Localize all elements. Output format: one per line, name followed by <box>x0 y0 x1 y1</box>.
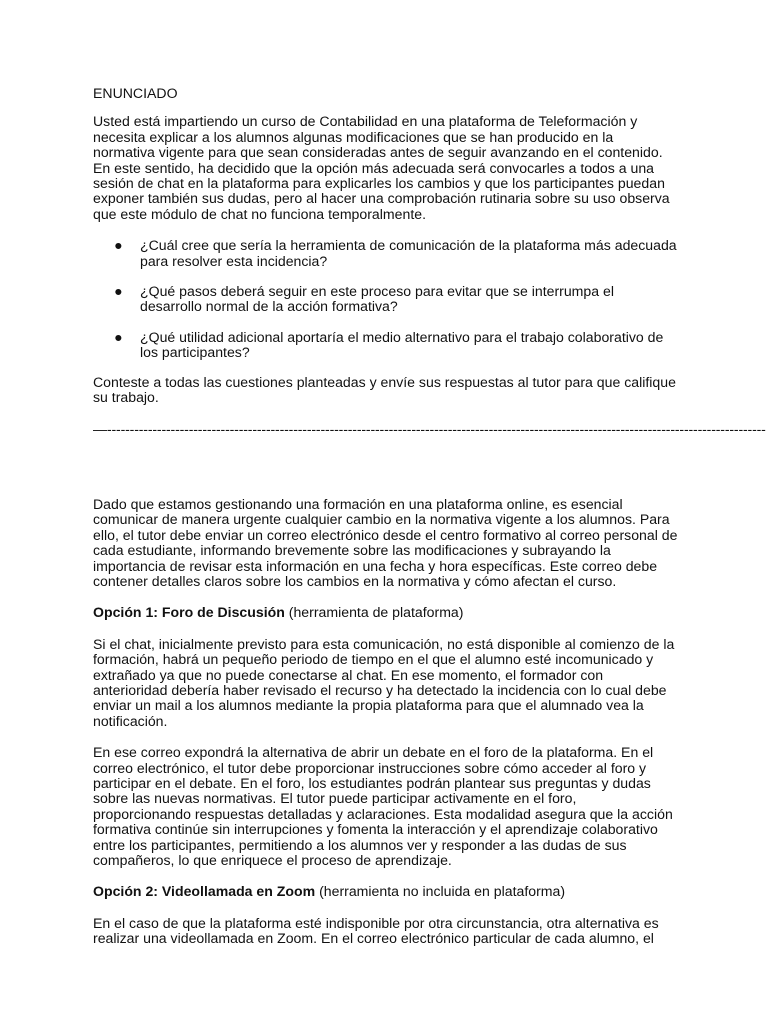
option-1-note: (herramienta de plataforma) <box>284 604 464 621</box>
answer-intro-paragraph: Dado que estamos gestionando una formación en una plataforma online, es esencial comunicar de manera urgente cualquier cambio en la normativa vigente a los alumnos. Para ello, el tutor debe enviar un correo electrónico desde el centro formativo al correo personal de cada estudiante, informando brevemente sobre las modificaciones y subrayando la importancia de revisar esta información en una fecha y hora específicas. Este correo debe contener detalles claros sobre los cambios en la normativa y cómo afectan el curso. <box>93 495 678 589</box>
question-text: ¿Qué utilidad adicional aportaría el medio alternativo para el trabajo colaborativo de los participantes? <box>140 328 664 361</box>
option-2-title: Opción 2: Videollamada en Zoom <box>93 883 316 900</box>
intro-paragraph: Usted está impartiendo un curso de Contabilidad en una plataforma de Teleformación y necesita explicar a los alumnos algunas modificaciones que se han producido en la normativa vigente para que sean consideradas antes de seguir avanzando en el contenido. En este sentido, ha decidido que la opción más adecuada será convocarles a todos a una sesión de chat en la plataforma para explicarles los cambios y que los participantes puedan exponer también sus dudas, pero al hacer una comprobación rutinaria sobre su uso observa que este módulo de chat no funciona temporalmente. <box>93 113 670 222</box>
option-1-title: Opción 1: Foro de Discusión <box>93 604 285 621</box>
option-1-paragraph-2: En ese correo expondrá la alternativa de abrir un debate en el foro de la plataforma. En el correo electrónico, el tutor debe proporcionar instrucciones sobre cómo acceder al foro y participar en el debate. En el foro, los estudiantes podrán plantear sus preguntas y dudas sobre las nuevas normativas. El tutor puede participar activamente en el foro, proporcionando respuestas detalladas y aclaraciones. Esta modalidad asegura que la acción formativa continúe sin interrupciones y fomenta la interacción y el aprendizaje colaborativo entre los participantes, permitiendo a los alumnos ver y responder a las dudas de sus compañeros, lo que enriquece el proceso de aprendizaje. <box>93 744 673 869</box>
option-1-heading <box>93 605 678 620</box>
separator-line: —------------------------------------------------------------------------------------------------------------------------------------------------- <box>93 420 766 437</box>
question-text: ¿Qué pasos deberá seguir en este proceso para evitar que se interrumpa el desarrollo normal de la acción formativa? <box>140 283 614 315</box>
instruction-paragraph: Conteste a todas las cuestiones planteadas y envíe sus respuestas al tutor para que califique su trabajo. <box>93 373 676 406</box>
bullet-icon: ● <box>114 237 123 254</box>
option-2-paragraph-1: En el caso de que la plataforma esté indisponible por otra circunstancia, otra alternativa es realizar una videollamada en Zoom. En el correo electrónico particular de cada alumno, el <box>93 914 659 947</box>
question-text: ¿Cuál cree que sería la herramienta de comunicación de la plataforma más adecuada para resolver esta incidencia? <box>140 237 677 269</box>
document-heading: ENUNCIADO <box>93 85 178 101</box>
document-page <box>93 85 766 963</box>
option-1-paragraph-1: Si el chat, inicialmente previsto para esta comunicación, no está disponible al comienzo de la formación, habrá un pequeño periodo de tiempo en el que el alumno esté incomunicado y extrañado ya que no puede conectarse al chat. En ese momento, el formador con anterioridad debería haber revisado el recurso y ha detectado la incidencia con lo cual debe enviar un mail a los alumnos mediante la propia plataforma para que el alumnado vea la notificación. <box>93 635 675 729</box>
question-list <box>93 238 678 360</box>
bullet-icon: ● <box>114 328 123 345</box>
list-item <box>93 284 678 315</box>
list-item <box>93 238 678 269</box>
option-2-note: (herramienta no incluida en plataforma) <box>315 883 566 900</box>
list-item <box>93 330 678 361</box>
option-2-heading <box>93 884 678 899</box>
bullet-icon: ● <box>114 283 123 300</box>
